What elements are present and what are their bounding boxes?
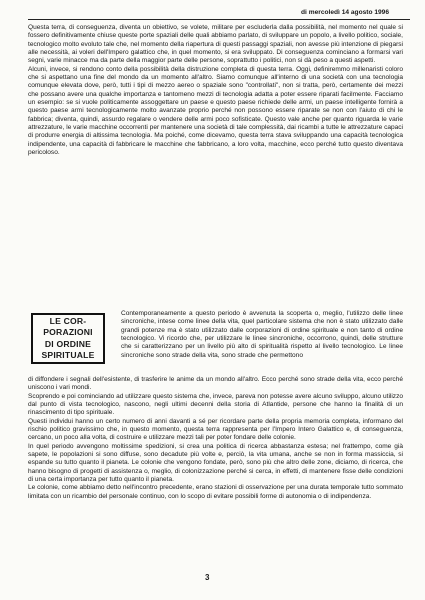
- paragraph: Le colonie, come abbiamo detto nell'incontro precedente, erano stazioni di osservazione per una durata temporale tutto sommato limitata con un ricambio del personale continuo, con lo scopo di evitare possibili forme di autonomia o di indipendenza.: [28, 484, 403, 500]
- continued-text: [28, 376, 403, 501]
- paragraph: Questi individui hanno un certo numero di anni davanti a sé per ricordare parte della propria memoria completa, informano del rischio politico gravissimo che, in questo momento, questa terra rappresenta per l'Impero Intero Galattico e, di conseguenza, cercano, un poco alla volta, di costruire e utilizzare mezzi tali per poter fondare delle colonie.: [28, 417, 403, 442]
- paragraph: di diffondere i segnali dell'esistente, di trasferire le anime da un mondo all'altro. Ecco perché sono strade della vita, ecco perché uniscono i vari mondi.: [28, 376, 403, 392]
- intro-text: [28, 24, 403, 158]
- section-heading-line: PORAZIONI: [43, 327, 93, 337]
- page-number: 3: [205, 573, 210, 582]
- paragraph: Alcuni, invece, si rendono conto della possibilità della distruzione completa di questa terra. Oggi, definiremmo millenaristi coloro che si aspettano una fine del mondo da un momento all'altro. Siamo comunque all'interno di una società con una tecnologia comunque elevata dove, però, tutti i tipi di mezzo aereo o spaziale sono "controllati", non si tratta, però, certamente dei mezzi che possano avere una qualche importanza e tantomeno mezzi di tecnologia adatta a poter essere riparati facilmente. Facciamo un esempio: se si vuole politicamente assoggettare un paese e questo paese richiede delle armi, un paese intelligente fornirà a questo paese armi tecnologicamente molto avanzate proprio perché non possono essere riparate se non con l'aiuto di chi le fabbrica; diventa, quindi, assurdo regalare o vendere delle armi poco sofisticate. Questo vale anche per quanto riguarda le varie attrezzature, le varie macchine occorrenti per mantenere una società di tale complessità, dai ricambi a tutte le attrezzature capaci di produrre energia di altissima tecnologia. Ma poiché, come dicevamo, questa terra stava sviluppando una capacità tecnologica indipendente, una capacità di fabbricare le macchine che fabbricano, a loro volta, macchine, ecco perché tutto questo diventava pericoloso.: [28, 65, 403, 157]
- section-heading-line: LE COR-: [49, 315, 87, 326]
- header-date: di mercoledì 14 agosto 1996: [301, 9, 389, 16]
- section-heading-box: [31, 313, 105, 364]
- paragraph: Scoprendo e poi cominciando ad utilizzare questo sistema che, invece, pareva non potesse avere alcuno sviluppo, alcuno utilizzo dal punto di vista tecnologico, nascono, negli ultimi decenni della storia di Atlantide, persone che hanno la finalità di un rinascimento di tipo spirituale.: [28, 392, 403, 417]
- section-heading-line: SPIRITUALE: [41, 350, 95, 360]
- side-text: [121, 310, 403, 360]
- header-rule: [28, 19, 410, 20]
- paragraph: In quel periodo avvengono moltissime spedizioni, si crea una politica di ricerca abbastanza estesa; nel frattempo, come già sapete, le popolazioni si sono diffuse, sono decadute più volte e, perciò, la vita umana, anche se non in forma massiccia, si espande su tutto quanto il pianeta. Le colonie che vengono fondate, però, sono più che altro delle zone, diciamo, di ricerca, che hanno bisogno di progetti di assistenza o, meglio, di colonizzazione perché si cerca, in effetti, di mantenere fisse delle condizioni di una certa importanza per tutto quanto il pianeta.: [28, 442, 403, 484]
- paragraph: Contemporaneamente a questo periodo è avvenuta la scoperta o, meglio, l'utilizzo delle linee sincroniche, intese come linee della vita, quel particolare sistema che non è stato utilizzato dalle grandi potenze ma è stato utilizzato dalle corporazioni di ordine spirituale e non tanto di ordine tecnologico. Vi ricordo che, per utilizzare le linee sincroniche, occorrono, quindi, delle strutture che si caratterizzano per un livello più alto di spiritualità rispetto al livello tecnologico. Le linee sincroniche sono strade della vita, sono strade che permettono: [121, 310, 403, 359]
- section-heading-line: DI ORDINE: [44, 338, 92, 349]
- paragraph: Questa terra, di conseguenza, diventa un obiettivo, se volete, militare per escluderla dalla possibilità, nel momento nel quale si fossero definitivamente chiuse queste porte spaziali delle quali abbiamo parlato, di sviluppare un popolo, a livello politico, sociale, tecnologico molto evoluto tale che, nel momento della riapertura di questi passaggi spaziali, non avesse più intenzione di piegarsi alle necessità, ai voleri dell'Impero galattico che, in quel momento, si era sviluppato. Di conseguenza cominciano a formarsi vari segni, varie minacce ma da parte della maggior parte delle persone, soprattutto i politici, non si dà peso a questi aspetti.: [28, 24, 403, 65]
